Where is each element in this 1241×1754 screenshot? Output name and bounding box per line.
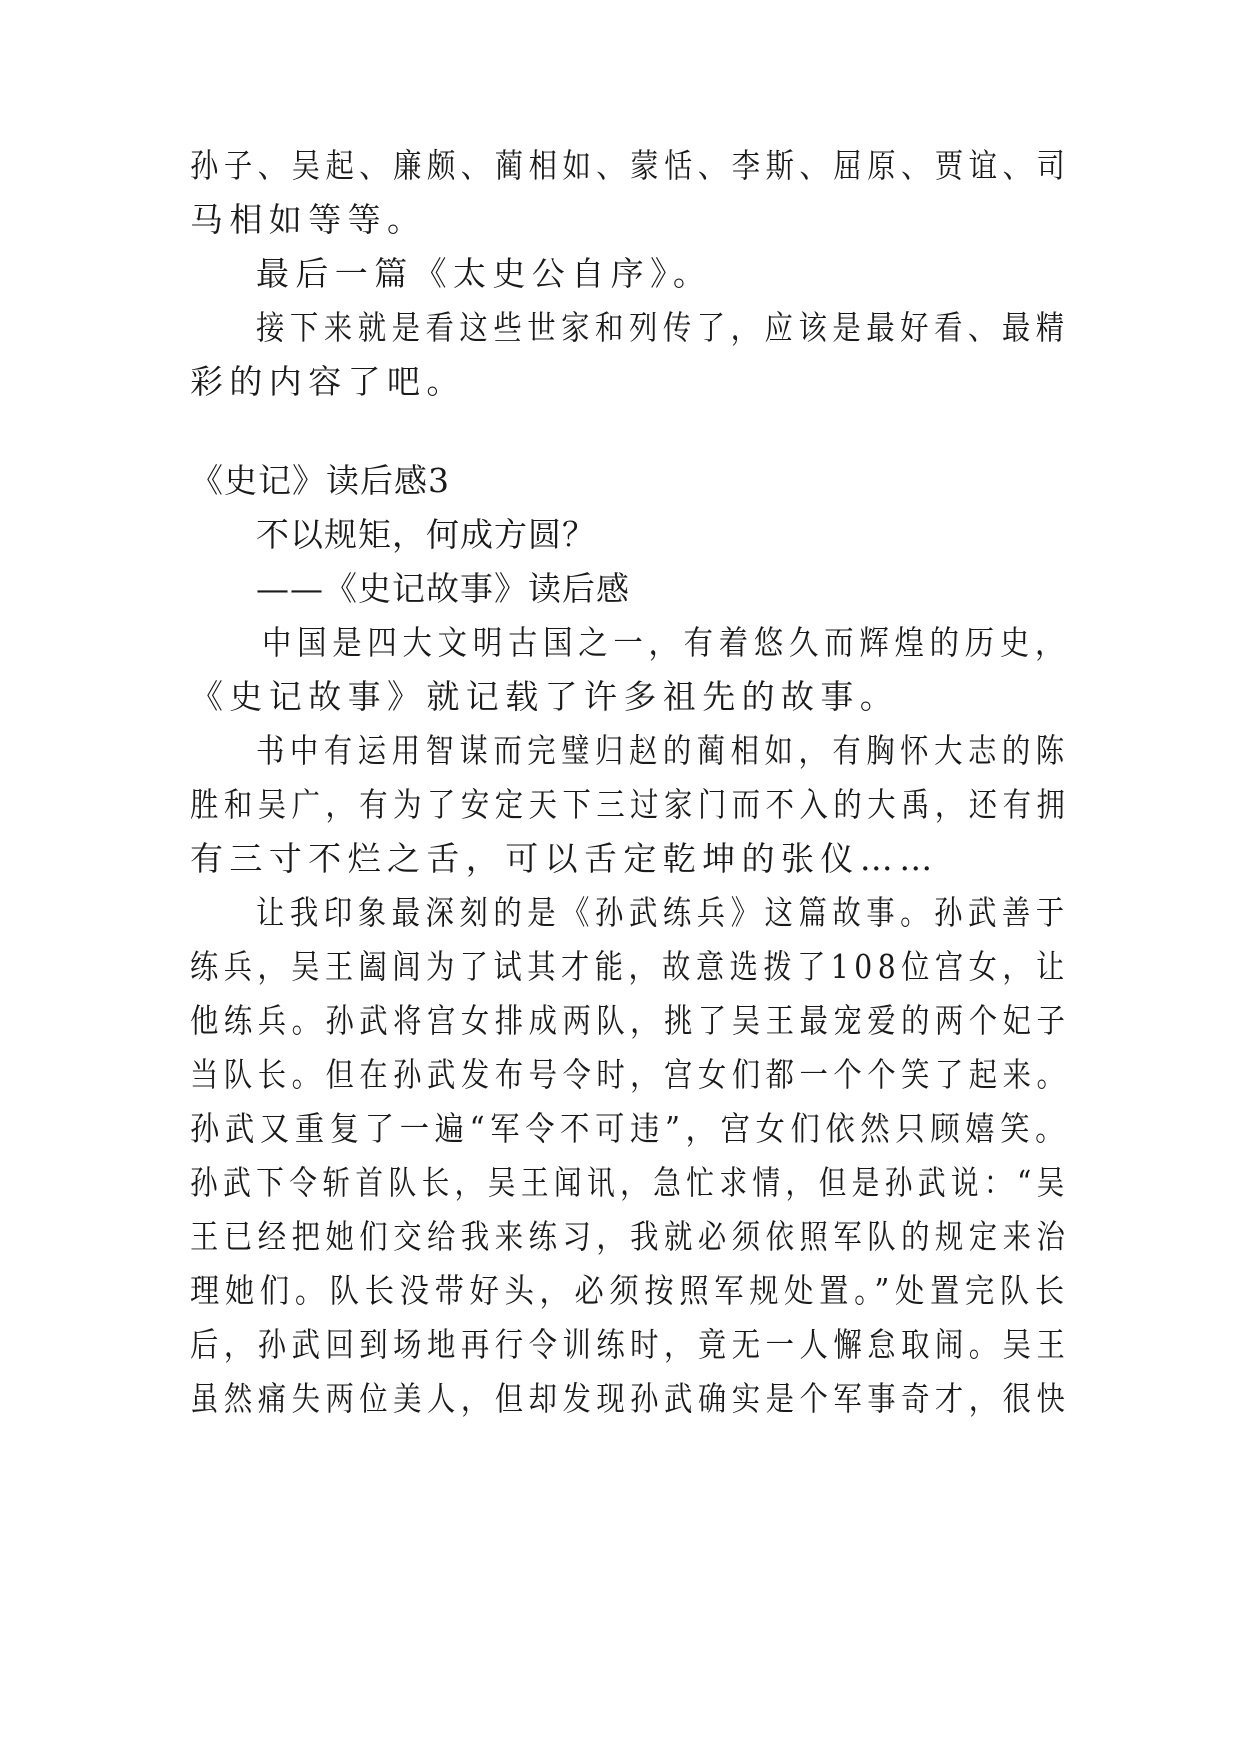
- paragraph-line: 虽然痛失两位美人，但却发现孙武确实是个军事奇才，很快: [190, 1379, 1071, 1418]
- paragraph-line: 练兵，吴王阖闾为了试其才能，故意选拨了108位宫女，让: [190, 947, 1070, 986]
- paragraph-line: 孙武下令斩首队长，吴王闻讯，急忙求情，但是孙武说：“吴: [190, 1163, 1070, 1202]
- subtitle-secondary: ——《史记故事》读后感: [256, 569, 630, 608]
- paragraph-line: 当队长。但在孙武发布号令时，宫女们都一个个笑了起来。: [190, 1055, 1071, 1094]
- paragraph-line: 接下来就是看这些世家和列传了，应该是最好看、最精: [256, 308, 1070, 347]
- paragraph-line: 胜和吴广，有为了安定天下三过家门而不入的大禹，还有拥: [190, 785, 1071, 824]
- paragraph-line: 有三寸不烂之舌，可以舌定乾坤的张仪……: [190, 839, 939, 878]
- paragraph-line: 后，孙武回到场地再行令训练时，竟无一人懈怠取闹。吴王: [190, 1325, 1071, 1364]
- subtitle: 不以规矩，何成方圆？: [256, 515, 596, 554]
- paragraph-line: 王已经把她们交给我来练习，我就必须依照军队的规定来治: [190, 1217, 1071, 1256]
- paragraph-line: 理她们。队长没带好头，必须按照军规处置。”处置完队长: [190, 1271, 1070, 1310]
- paragraph-line: 彩的内容了吧。: [190, 362, 466, 401]
- paragraph-line: 孙武又重复了一遍“军令不可违”，宫女们依然只顾嬉笑。: [190, 1109, 1071, 1148]
- paragraph-line: 书中有运用智谋而完璧归赵的蔺相如，有胸怀大志的陈: [256, 731, 1070, 770]
- paragraph-line: 让我印象最深刻的是《孙武练兵》这篇故事。孙武善于: [256, 893, 1070, 932]
- paragraph-line: 他练兵。孙武将宫女排成两队，挑了吴王最宠爱的两个妃子: [190, 1001, 1071, 1040]
- paragraph-line: 孙子、吴起、廉颇、蔺相如、蒙恬、李斯、屈原、贾谊、司: [190, 146, 1071, 185]
- section-title: 《史记》读后感3: [190, 461, 450, 500]
- paragraph-line: 《史记故事》就记载了许多祖先的故事。: [190, 677, 900, 716]
- paragraph-line: 最后一篇《太史公自序》。: [256, 254, 713, 293]
- paragraph-line: 马相如等等。: [190, 200, 427, 239]
- paragraph-line: 中国是四大文明古国之一，有着悠久而辉煌的历史，: [262, 623, 1071, 662]
